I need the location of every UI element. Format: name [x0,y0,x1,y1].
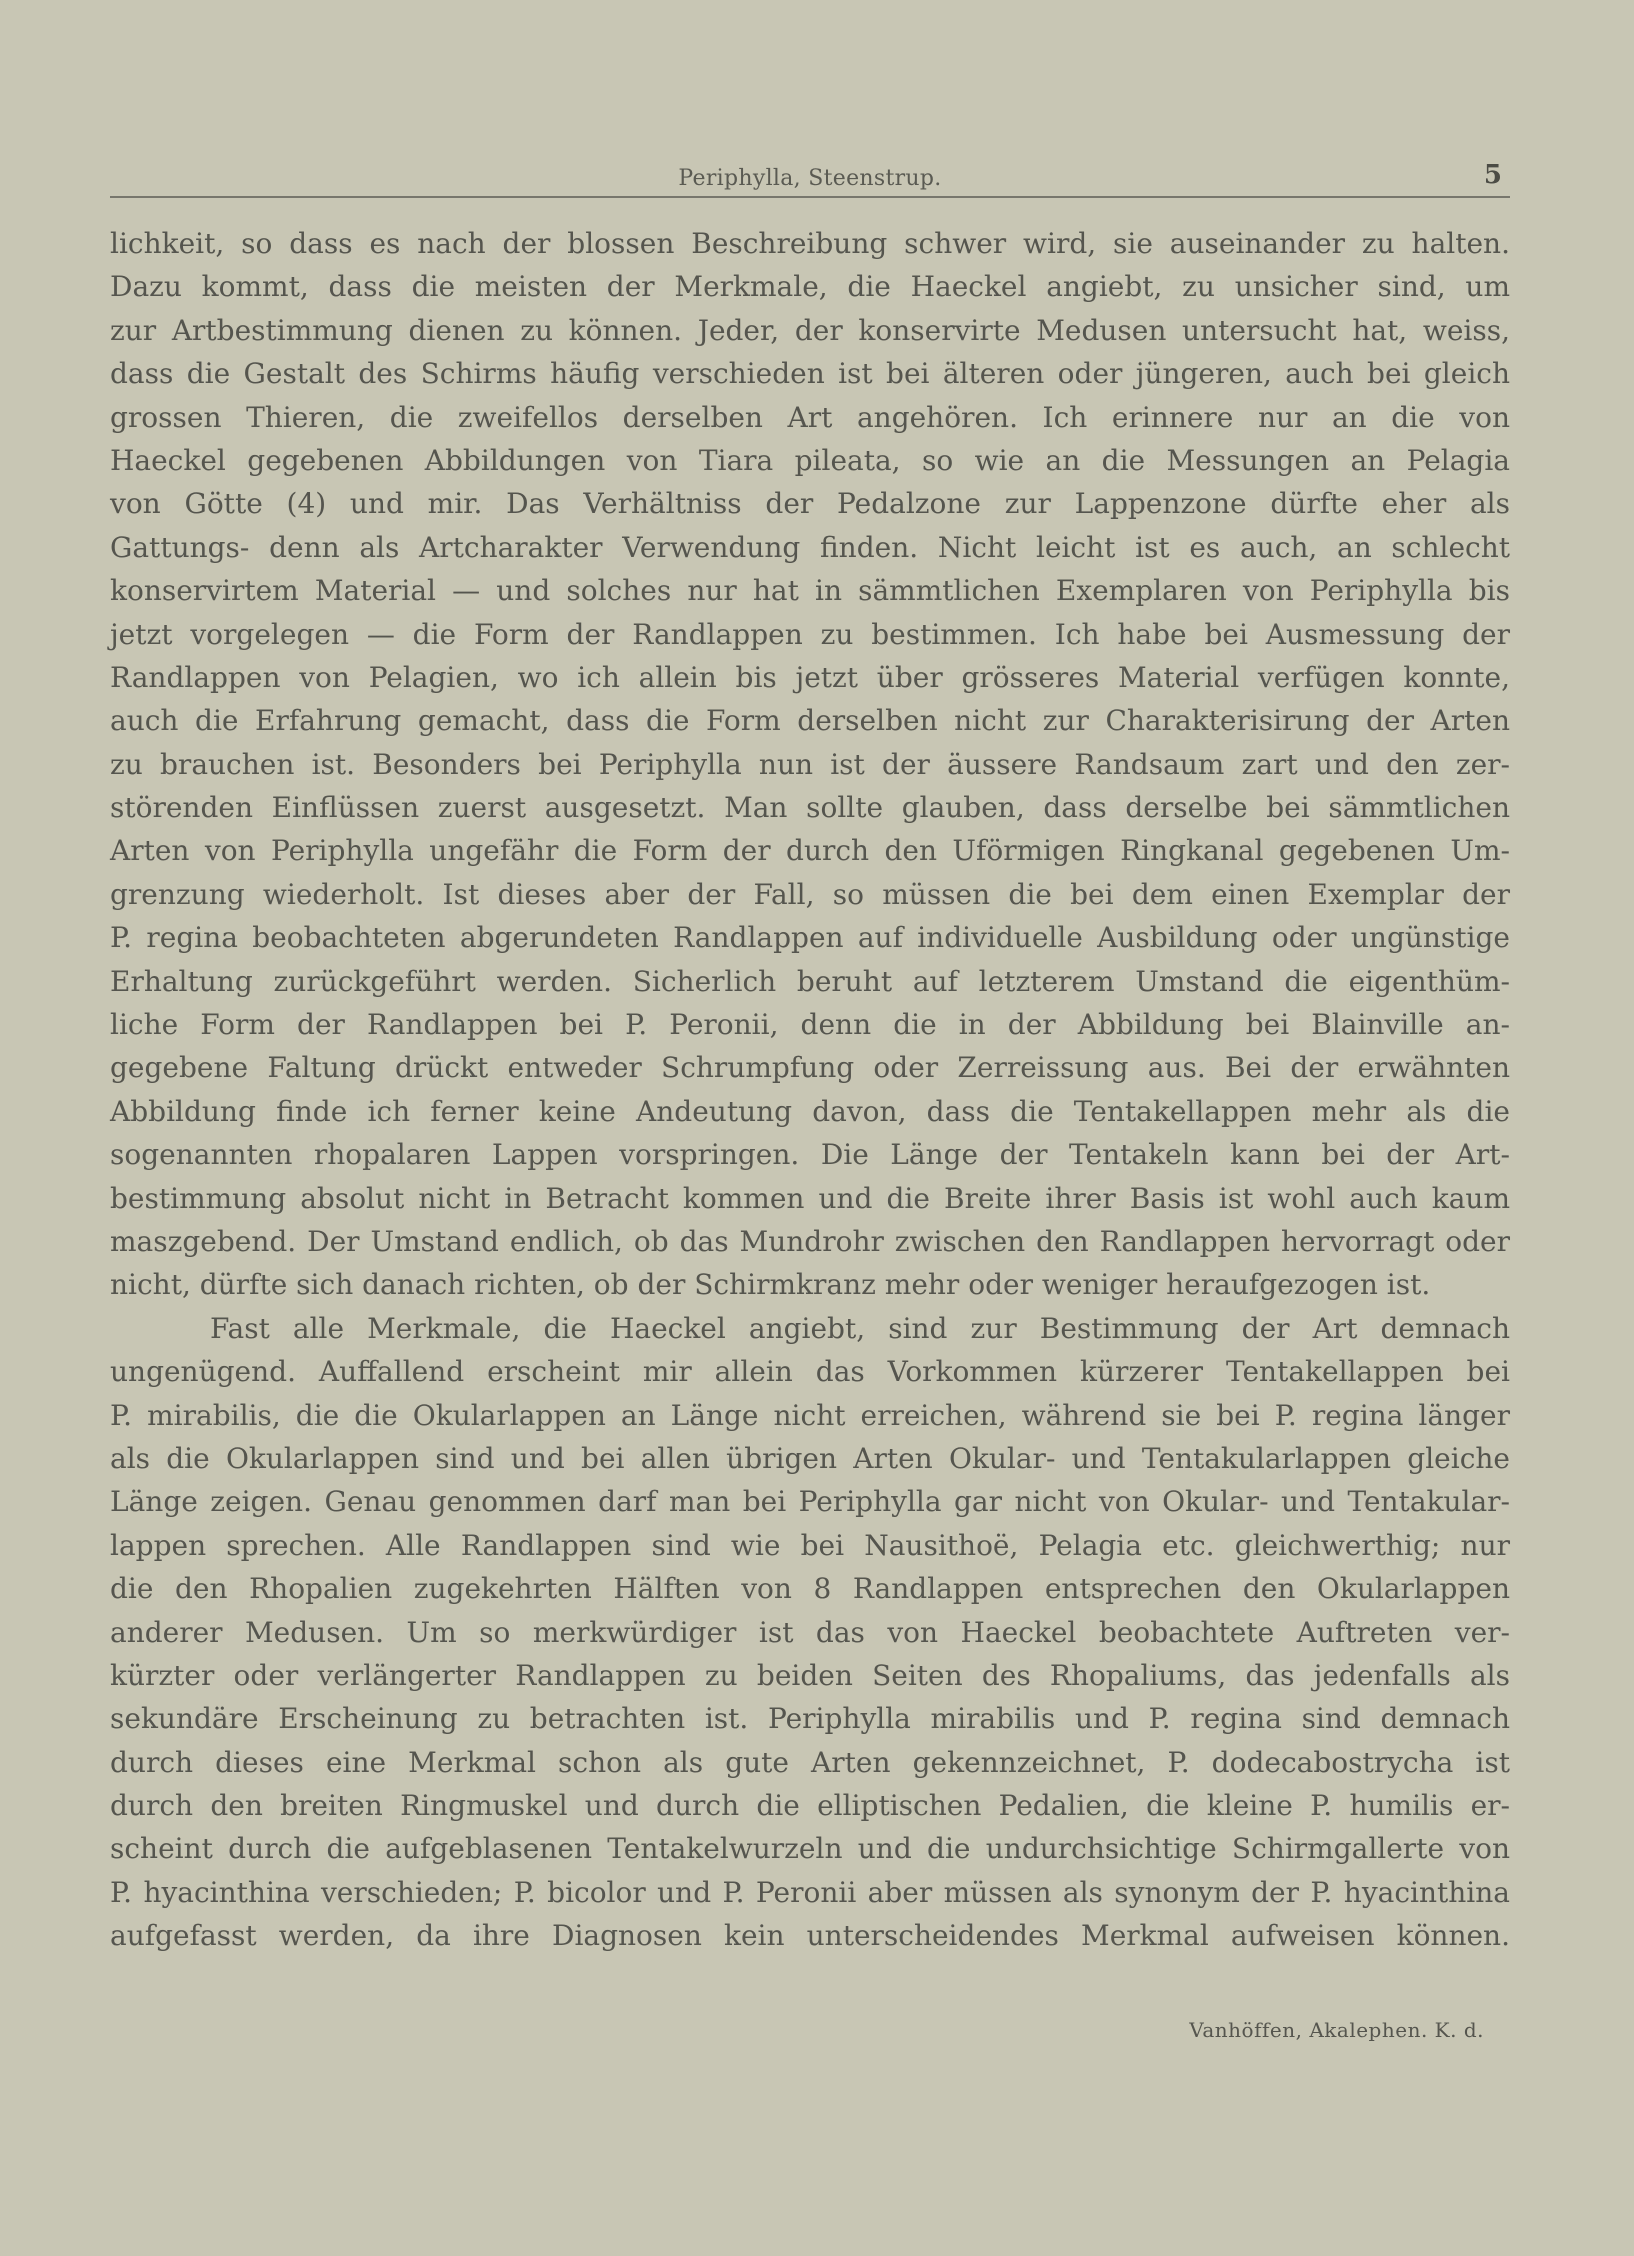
page-number: 5 [1483,160,1502,190]
text-line: anderer Medusen. Um so merkwürdiger ist das von Haeckel beobachtete Auftreten ver- [110,1615,1510,1649]
text-line: konservirtem Material — und solches nur hat in sämmtlichen Exemplaren von Periphylla bis [110,574,1510,608]
text-line: grenzung wiederholt. Ist dieses aber der Fall, so müssen die bei dem einen Exemplar der [110,877,1510,911]
text-line: Fast alle Merkmale, die Haeckel angiebt, sind zur Bestimmung der Art demnach [210,1311,1510,1345]
text-line: kürzter oder verlängerter Randlappen zu beiden Seiten des Rhopaliums, das jedenfalls als [110,1658,1510,1692]
text-line: P. regina beobachteten abgerundeten Randlappen auf individuelle Ausbildung oder ungünstige [110,921,1510,955]
text-line: dass die Gestalt des Schirms häufig verschieden ist bei älteren oder jüngeren, auch bei gleich [110,357,1510,391]
text-line: von Götte (4) und mir. Das Verhältniss der Pedalzone zur Lappenzone dürfte eher als [110,487,1510,521]
text-line: lichkeit, so dass es nach der blossen Beschreibung schwer wird, sie auseinander zu halten. [110,227,1510,260]
text-line: grossen Thieren, die zweifellos derselben Art angehören. Ich erinnere nur an die von [110,400,1510,434]
text-line: zur Artbestimmung dienen zu können. Jeder, der konservirte Medusen untersucht hat, weiss, [110,313,1510,347]
signature-mark: Vanhöffen, Akalephen. K. d. [1189,2018,1484,2042]
text-line: Haeckel gegebenen Abbildungen von Tiara pileata, so wie an die Messungen an Pelagia [110,443,1510,477]
text-line: P. hyacinthina verschieden; P. bicolor und P. Peronii aber müssen als synonym der P. hyacinthina [110,1875,1510,1909]
text-line: gegebene Faltung drückt entweder Schrumpfung oder Zerreissung aus. Bei der erwähnten [110,1051,1510,1085]
page-header [110,160,1510,198]
text-line: Gattungs- denn als Artcharakter Verwendung finden. Nicht leicht ist es auch, an schlecht [110,530,1510,564]
text-line: aufgefasst werden, da ihre Diagnosen kein unterscheidendes Merkmal aufweisen können. [110,1919,1510,1953]
text-line: als die Okularlappen sind und bei allen übrigen Arten Okular- und Tentakularlappen gleiche [110,1441,1510,1475]
text-line: Dazu kommt, dass die meisten der Merkmale, die Haeckel angiebt, zu unsicher sind, um [110,270,1510,304]
text-line: P. mirabilis, die die Okularlappen an Länge nicht erreichen, während sie bei P. regina länger [110,1398,1510,1432]
text-line: Erhaltung zurückgeführt werden. Sicherlich beruht auf letzterem Umstand die eigenthüm- [110,964,1510,998]
text-line: lappen sprechen. Alle Randlappen sind wie bei Nausithoë, Pelagia etc. gleichwerthig; nur [110,1528,1510,1562]
text-line: Abbildung finde ich ferner keine Andeutung davon, dass die Tentakellappen mehr als die [110,1094,1510,1128]
text-line: auch die Erfahrung gemacht, dass die Form derselben nicht zur Charakterisirung der Arten [110,704,1510,738]
running-title: Periphylla, Steenstrup. [678,166,942,191]
text-line: Länge zeigen. Genau genommen darf man bei Periphylla gar nicht von Okular- und Tentakular- [110,1485,1510,1519]
text-line: die den Rhopalien zugekehrten Hälften von 8 Randlappen entsprechen den Okularlappen [110,1572,1510,1606]
text-line: durch dieses eine Merkmal schon als gute Arten gekennzeichnet, P. dodecabostrycha ist [110,1745,1510,1779]
text-line: maszgebend. Der Umstand endlich, ob das Mundrohr zwischen den Randlappen hervorragt oder [110,1224,1510,1258]
text-line: liche Form der Randlappen bei P. Peronii, denn die in der Abbildung bei Blainville an- [110,1008,1510,1042]
text-line: jetzt vorgelegen — die Form der Randlappen zu bestimmen. Ich habe bei Ausmessung der [110,617,1510,651]
text-line: scheint durch die aufgeblasenen Tentakelwurzeln und die undurchsichtige Schirmgallerte von [110,1832,1510,1866]
text-line: bestimmung absolut nicht in Betracht kommen und die Breite ihrer Basis ist wohl auch kaum [110,1181,1510,1215]
text-line: Arten von Periphylla ungefähr die Form der durch den Uförmigen Ringkanal gegebenen Um- [110,834,1510,868]
body-text [110,222,1510,2001]
text-line: Randlappen von Pelagien, wo ich allein bis jetzt über grösseres Material verfügen konnte, [110,660,1510,694]
text-line: sekundäre Erscheinung zu betrachten ist. Periphylla mirabilis und P. regina sind demnach [110,1702,1510,1736]
text-line: nicht, dürfte sich danach richten, ob der Schirmkranz mehr oder weniger heraufgezogen ist. [110,1268,1431,1302]
text-line: störenden Einflüssen zuerst ausgesetzt. Man sollte glauben, dass derselbe bei sämmtlichen [110,791,1510,825]
text-line: sogenannten rhopalaren Lappen vorspringen. Die Länge der Tentakeln kann bei der Art- [110,1138,1510,1172]
text-line [110,1958,1510,2001]
text-line: ungenügend. Auffallend erscheint mir allein das Vorkommen kürzerer Tentakellappen bei [110,1355,1510,1389]
text-line: durch den breiten Ringmuskel und durch die elliptischen Pedalien, die kleine P. humilis er- [110,1789,1510,1823]
text-line: zu brauchen ist. Besonders bei Periphylla nun ist der äussere Randsaum zart und den zer- [110,747,1510,781]
